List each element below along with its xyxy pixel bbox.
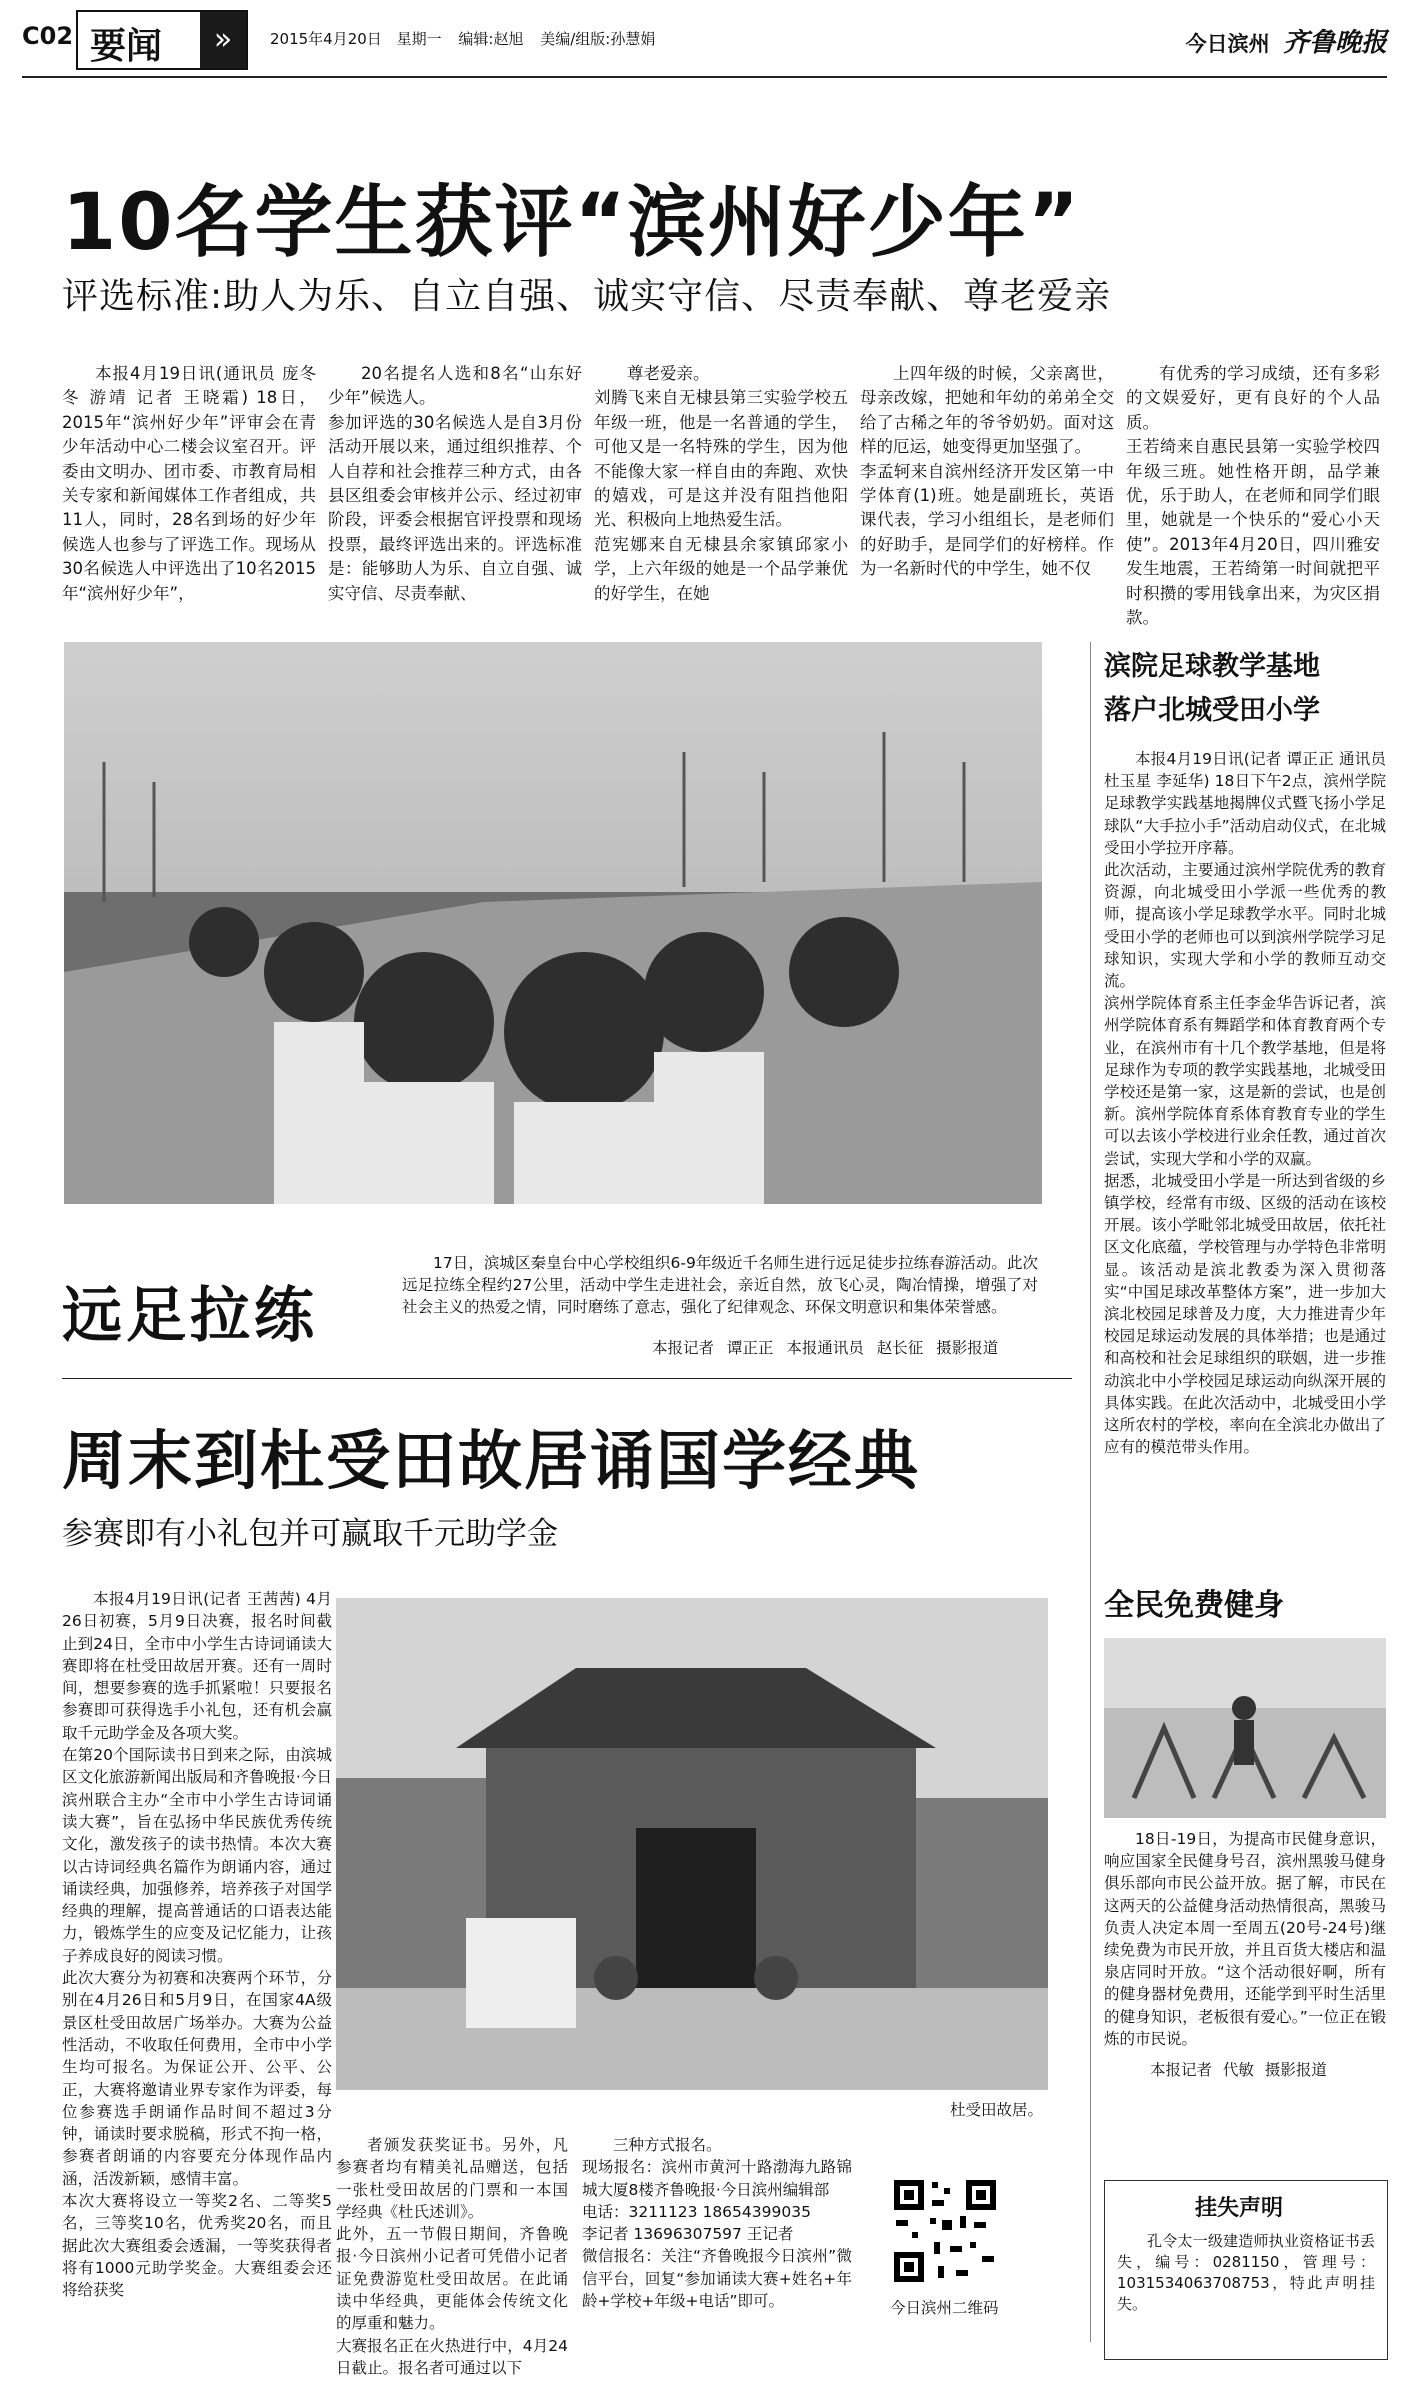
fitness-credit: 本报记者 代敏 摄影报道 [1150,2061,1327,2079]
gym-photo [1104,1638,1386,1818]
lead-subhead: 评选标准:助人为乐、自立自强、诚实守信、尽责奉献、尊老爱亲 [62,276,1112,317]
issue-date: 2015年4月20日 [270,30,382,48]
guoxue-column-3: 三种方式报名。 现场报名：滨州市黄河十路渤海九路锦城大厦8楼齐鲁晚报·今日滨州编辑部 电话：3211123 18654399035 李记者 13696307597 王记者 微信报名：关注“齐鲁晚报今日滨州”微信平台，回复“参加诵读大赛+姓名+年龄+学校+年级+电话”即可。 [582,2136,852,2311]
fitness-body: 18日-19日，为提高市民健身意识，响应国家全民健身号召，滨州黑骏马健身俱乐部向市民公益开放。据了解，市民在这两天的公益健身活动热情很高，黑骏马负责人决定本周一至周五(20号-24号)继续免费为市民开放，并且百货大楼店和温泉店同时开放。“这个活动很好啊，所有的健身器材免费用，还能学到平时生活里的健身知识，老板很有爱心。”一位正在锻炼的市民说。 [1104,1830,1386,2048]
lead-column-2: 20名提名人选和8名“山东好少年”候选人。 参加评选的30名候选人是自3月份活动开展以来，通过组织推荐、个人自荐和社会推荐三种方式，由各县区组委会审核并公示、经过初审阶段，评委会根据官评投票和现场投票，最终评选出来的。评选标准是：能够助人为乐、自立自强、诚实守信、尽责奉献、 [328,364,582,603]
editor-credit: 编辑:赵旭 [458,30,524,48]
qr-code-caption: 今日滨州二维码 [890,2299,999,2317]
chevron-right-icon: » [200,12,246,68]
gym-photo-art [1104,1638,1386,1818]
football-headline-1: 滨院足球教学基地 [1104,651,1320,682]
paper-name: 今日滨州 [1185,32,1270,56]
residence-photo-art [336,1598,1048,2090]
page-number: C02 [22,22,74,50]
qr-code[interactable] [890,2176,1000,2286]
football-headline-2: 落户北城受田小学 [1104,695,1320,726]
masthead [1186,22,1387,59]
photo-feature-credit: 本报记者 谭正正 本报通讯员 赵长征 摄影报道 [652,1339,999,1357]
hiking-students-photo [64,642,1042,1204]
issue-weekday: 星期一 [396,30,442,48]
page-header [0,0,1409,82]
football-body: 本报4月19日讯(记者 谭正正 通讯员 杜玉星 李延华) 18日下午2点，滨州学院足球教学实践基地揭牌仪式暨飞扬小学足球队“大手拉小手”活动启动仪式，在北城受田小学拉开序幕。 此次活动，主要通过滨州学院优秀的教育资源，向北城受田小学派一些优秀的教师，提高该小学足球教学水平。同时北城受田小学的老师也可以到滨州学院学习足球知识，实现大学和小学的教师互动交流。 滨州学院体育系主任李金华告诉记者，滨州学院体育系有舞蹈学和体育教育两个专业，在滨州市有十几个教学基地，但是将足球作为专项的教学实践基地，北城受田学校还是第一家，这是新的尝试，也是创新。滨州学院体育系体育教育专业的学生可以去该小学校进行业余任教，通过首次尝试，实现大学和小学的双赢。 据悉，北城受田小学是一所达到省级的乡镇学校，经常有市级、区级的活动在该校开展。该小学毗邻北城受田故居，依托社区文化底蕴，学校管理与办学特色非常明显。该活动是滨北教委为深入贯彻落实“中国足球改革整体方案”，进一步加大滨北校园足球普及力度，大力推进青少年校园足球运动发展的具体举措；也是通过和高校和社会足球组织的联姻，进一步推动滨北中小学校园足球运动向纵深开展的具体实践。在此次活动中，北城受田小学这所农村的学校，率向在全滨北办做出了应有的模范带头作用。 [1104,750,1386,1457]
section-divider [62,1378,1072,1379]
lost-notice-body: 孔令太一级建造师执业资格证书丢失，编号：0281150，管理号：1031534063708753，特此声明挂失。 [1117,2232,1375,2313]
guoxue-subhead: 参赛即有小礼包并可赢取千元助学金 [62,1516,558,1552]
lead-headline: 10名学生获评“滨州好少年” [62,178,1082,268]
header-meta [270,28,655,49]
residence-photo-caption: 杜受田故居。 [950,2101,1044,2119]
photo-feature-caption: 17日，滨城区秦皇台中心学校组织6-9年级近千名师生进行远足徒步拉练春游活动。此次远足拉练全程约27公里，活动中学生走进社会，亲近自然，放飞心灵，陶冶情操，增强了对社会主义的热爱之情，同时磨练了意志，强化了纪律观念、环保文明意识和集体荣誉感。 [402,1254,1038,1316]
header-divider [22,76,1387,78]
lead-column-1: 本报4月19日讯(通讯员 庞冬冬 游靖 记者 王晓霜) 18日，2015年“滨州好少年”评审会在青少年活动中心二楼会议室召开。评委由文明办、团市委、市教育局相关专家和新闻媒体工作者组成，共11人，同时，28名到场的好少年候选人也参与了评选工作。现场从30名候选人中评选出了10名2015年“滨州好少年”， [62,364,316,603]
hiking-photo-art [64,642,1042,1204]
photo-feature-title: 远足拉练 [62,1281,318,1351]
lost-notice-box [1104,2180,1388,2360]
fitness-headline: 全民免费健身 [1104,1588,1284,1623]
paper-brand-logo: 齐鲁晚报 [1282,28,1387,58]
section-label: 要闻 [90,26,163,67]
du-shoutian-residence-photo [336,1598,1048,2090]
section-label-box [76,10,248,70]
lead-column-4: 上四年级的时候，父亲离世，母亲改嫁，把她和年幼的弟弟全交给了古稀之年的爷爷奶奶。面对这样的厄运，她变得更加坚强了。 李孟轲来自滨州经济开发区第一中学体育(1)班。她是副班长，英语课代表，学习小组组长，是老师们的好助手，是同学们的好榜样。作为一名新时代的中学生，她不仅 [860,364,1114,579]
right-column-divider [1090,642,1091,2342]
lead-column-3: 尊老爱亲。 刘腾飞来自无棣县第三实验学校五年级一班，他是一名普通的学生，可他又是一名特殊的学生，因为他不能像大家一样自由的奔跑、欢快的嬉戏，可是这并没有阻挡他阳光、积极向上地热爱生活。 范宪娜来自无棣县余家镇邱家小学，上六年级的她是一个品学兼优的好学生，在她 [594,364,848,603]
lead-column-5: 有优秀的学习成绩，还有多彩的文娱爱好，更有良好的个人品质。 王若绮来自惠民县第一实验学校四年级三班。她性格开朗，品学兼优，乐于助人，在老师和同学们眼里，她就是一个快乐的“爱心小天使”。2013年4月20日，四川雅安发生地震，王若绮第一时间就把平时积攒的零用钱拿出来，为灾区捐款。 [1126,364,1380,628]
guoxue-column-1: 本报4月19日讯(记者 王茜茜) 4月26日初赛，5月9日决赛，报名时间截止到24日，全市中小学生古诗词诵读大赛即将在杜受田故居开赛。还有一周时间，想要参赛的选手抓紧啦！只要报名参赛即可获得选手小礼包，还有机会赢取千元助学金及各项大奖。 在第20个国际读书日到来之际，由滨城区文化旅游新闻出版局和齐鲁晚报·今日滨州联合主办“全市中小学生古诗词诵读大赛”，旨在弘扬中华民族优秀传统文化，激发孩子的读书热情。本次大赛以古诗词经典名篇作为朗诵内容，通过诵读经典，加强修养，培养孩子对国学经典的理解，提高普通话的口语表达能力，锻炼学生的应变及记忆能力，让孩子养成良好的阅读习惯。 此次大赛分为初赛和决赛两个环节，分别在4月26日和5月9日，在国家4A级景区杜受田故居广场举办。大赛为公益性活动，不收取任何费用，全市中小学生均可报名。为保证公开、公平、公正，大赛将邀请业界专家作为评委，每位参赛选手朗诵作品时间不超过3分钟，诵读时要求脱稿，形式不拘一格，参赛者朗诵的内容要充分体现作品内涵，活泼新颖，感情丰富。 本次大赛将设立一等奖2名、二等奖5名，三等奖10名，优秀奖20名，而且据此次大赛组委会透漏，一等奖获得者将有1000元助学奖金。大赛组委会还将给获奖 [62,1590,332,2300]
lost-notice-title: 挂失声明 [1195,2196,1284,2221]
designer-credit: 美编/组版:孙慧娟 [540,30,656,48]
qr-code-icon [890,2176,1000,2286]
guoxue-headline: 周末到杜受田故居诵国学经典 [62,1425,920,1499]
guoxue-column-2: 者颁发获奖证书。另外，凡参赛者均有精美礼品赠送，包括一张杜受田故居的门票和一本国学经典《杜氏述训》。 此外，五一节假日期间，齐鲁晚报·今日滨州小记者可凭借小记者证免费游览杜受田故居。在此诵读中华经典，更能体会传统文化的厚重和魅力。 大赛报名正在火热进行中，4月24日截止。报名者可通过以下 [336,2136,568,2377]
